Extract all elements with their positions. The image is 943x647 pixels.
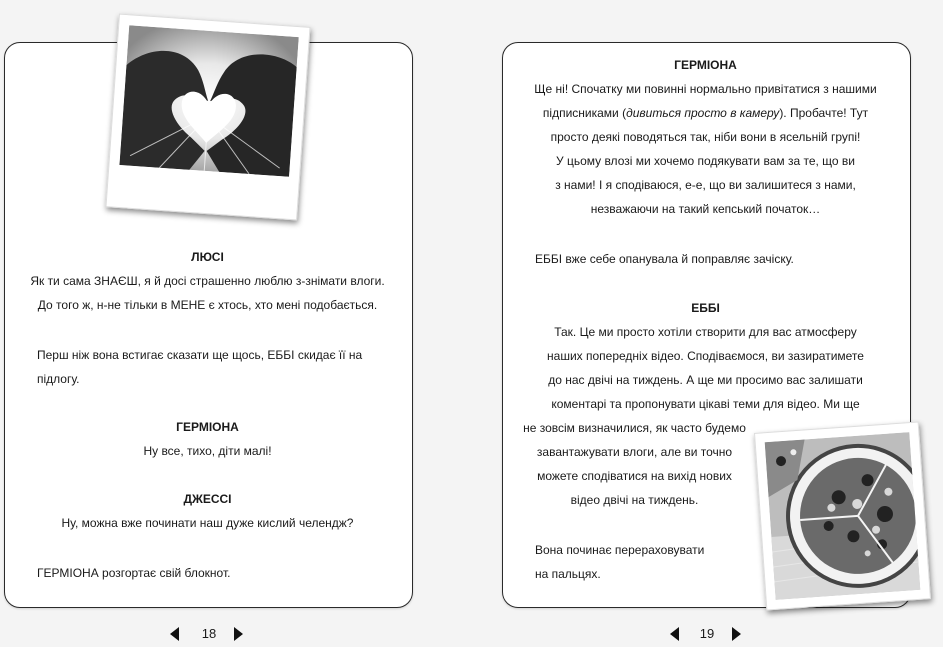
dialogue-line: Ну, можна вже починати наш дуже кислий челендж? bbox=[61, 516, 354, 530]
dialogue-line: завантажувати влоги, але ви точно bbox=[536, 445, 733, 459]
dialogue-line: можете сподіватися на вихід нових bbox=[537, 469, 732, 483]
narration-line: Вона починає перераховувати bbox=[535, 543, 705, 557]
dialogue-line: просто деякі поводяться так, ніби вони в ясельній групі! bbox=[550, 130, 861, 144]
dialogue-line bbox=[502, 105, 909, 121]
dialogue-line: з нами! І я сподіваюся, е-е, що ви залишитеся з нами, bbox=[555, 178, 856, 192]
dialogue-line: до нас двічі на тиждень. А ще ми просимо вас залишати bbox=[548, 373, 863, 387]
narration-line: на пальцях. bbox=[535, 567, 601, 581]
dialogue-line: До того ж, н-не тільки в МЕНЕ є хтось, хто мені подобається. bbox=[37, 298, 378, 312]
speaker-hermione: ГЕРМІОНА bbox=[176, 420, 239, 434]
dialogue-fragment: ). Пробачте! Тут bbox=[779, 106, 869, 120]
narration-line: ГЕРМІОНА розгортає свій блокнот. bbox=[37, 566, 231, 580]
dialogue-line: Так. Це ми просто хотіли створити для вас атмосферу bbox=[554, 325, 857, 339]
right-pager bbox=[670, 624, 750, 644]
next-page-arrow-icon[interactable] bbox=[732, 627, 741, 641]
speaker-lucy: ЛЮСІ bbox=[191, 250, 224, 264]
dialogue-line: Ну все, тихо, діти малі! bbox=[143, 444, 272, 458]
dialogue-line: коментарі та пропонувати цікаві теми для відео. Ми ще bbox=[551, 397, 860, 411]
narration-line: Перш ніж вона встигає сказати ще щось, ЕББІ скидає її на bbox=[37, 348, 363, 362]
left-pager bbox=[170, 624, 250, 644]
dialogue-line: відео двічі на тиждень. bbox=[570, 493, 699, 507]
prev-page-arrow-icon[interactable] bbox=[170, 627, 179, 641]
next-page-arrow-icon[interactable] bbox=[234, 627, 243, 641]
page-number: 19 bbox=[699, 626, 715, 641]
dialogue-line: не зовсім визначилися, як часто будемо bbox=[523, 421, 746, 435]
dialogue-line: У цьому влозі ми хочемо подякувати вам за те, що ви bbox=[555, 154, 855, 168]
dialogue-line: наших попередніх відео. Сподіваємося, ви зазиратимете bbox=[547, 349, 864, 363]
stage-direction: дивиться просто в камеру bbox=[626, 106, 780, 120]
speaker-abbie: ЕББІ bbox=[691, 301, 720, 315]
speaker-jessie: ДЖЕССІ bbox=[183, 492, 232, 506]
page-number: 18 bbox=[201, 626, 217, 641]
dialogue-line: незважаючи на такий кепський початок… bbox=[590, 202, 821, 216]
dialogue-line: Як ти сама ЗНАЄШ, я й досі страшенно люблю з-знімати влоги. bbox=[30, 274, 385, 288]
speaker-hermione: ГЕРМІОНА bbox=[674, 58, 737, 72]
narration-line: ЕББІ вже себе опанувала й поправляє зачіску. bbox=[535, 252, 794, 266]
pizza-photo bbox=[754, 421, 931, 610]
heart-hands-photo bbox=[105, 14, 310, 221]
dialogue-fragment: підписниками ( bbox=[542, 106, 627, 120]
dialogue-line: Ще ні! Спочатку ми повинні нормально привітатися з нашими bbox=[534, 82, 877, 96]
prev-page-arrow-icon[interactable] bbox=[670, 627, 679, 641]
narration-line: підлогу. bbox=[37, 372, 80, 386]
